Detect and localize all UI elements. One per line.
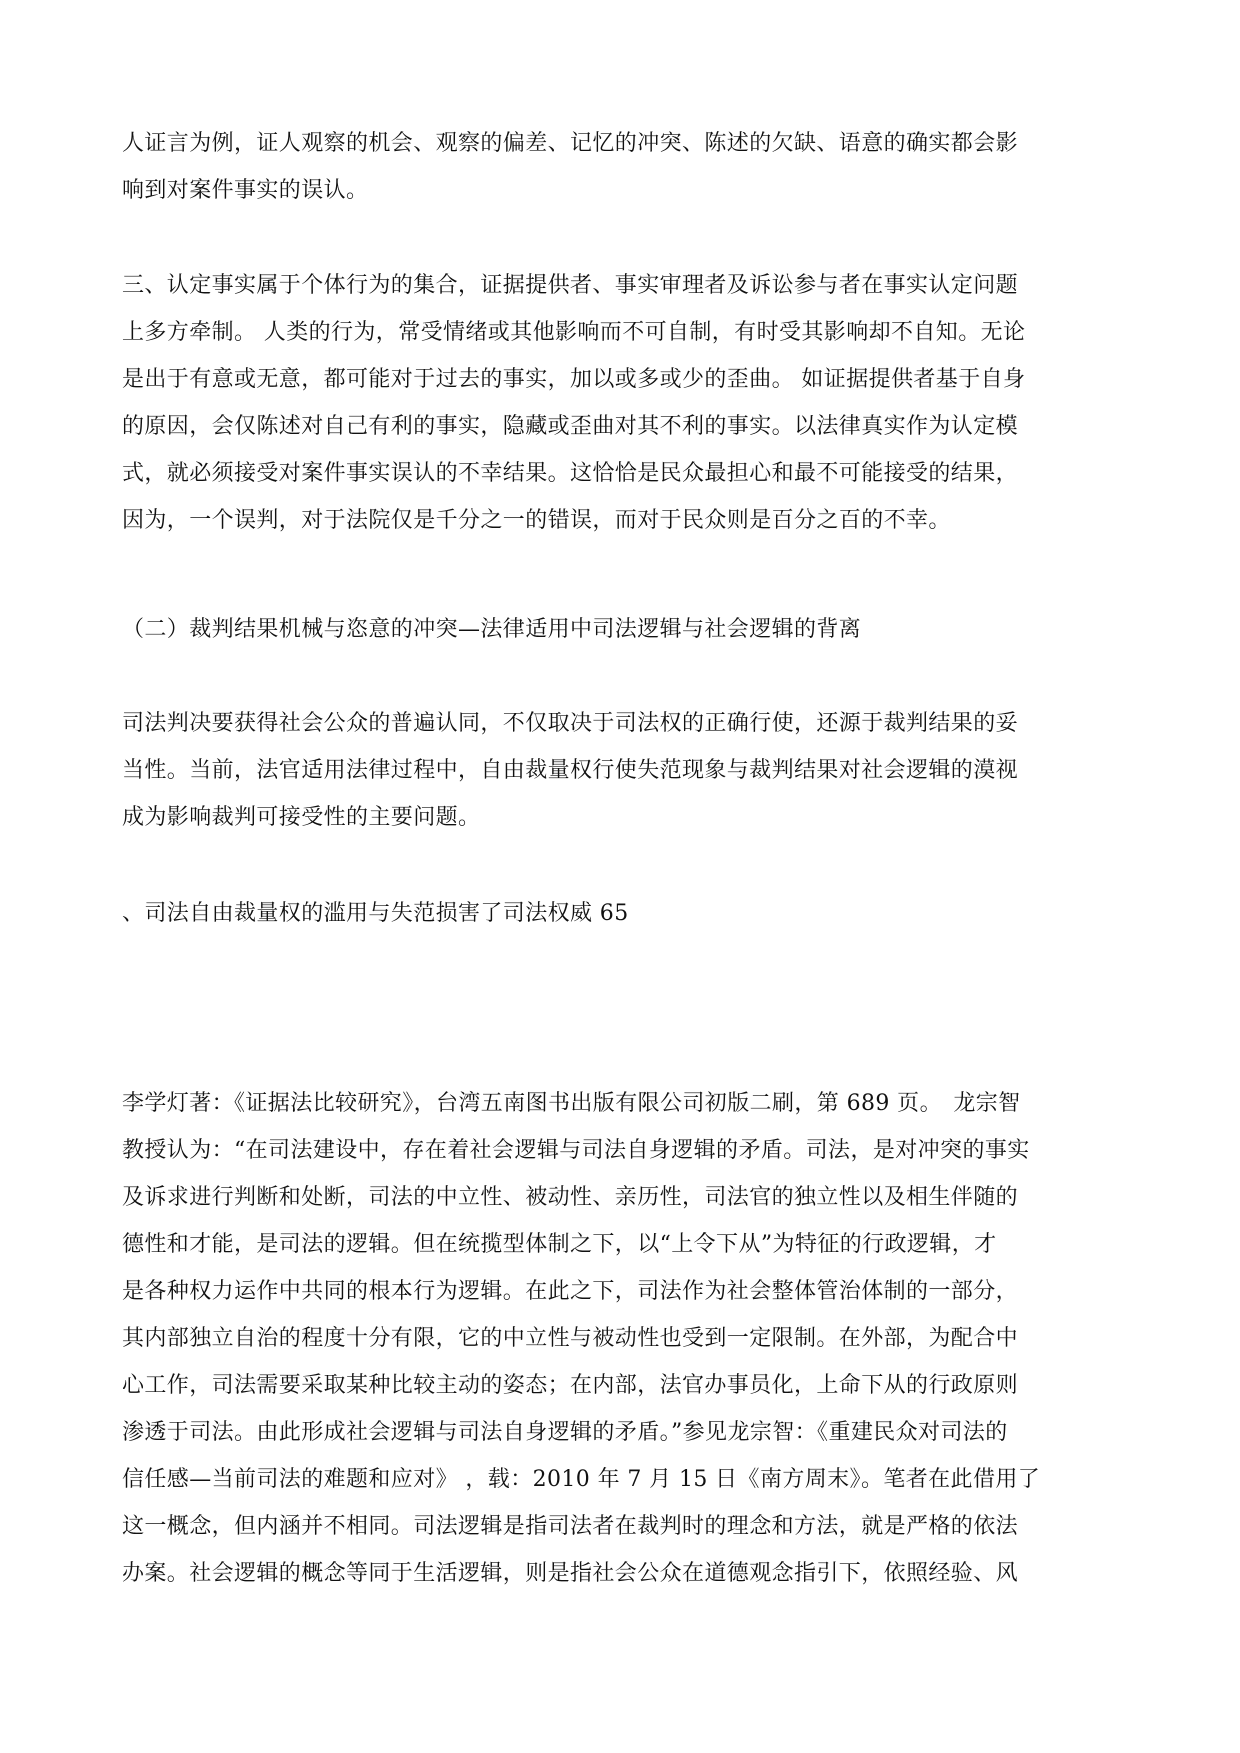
text-line: 三、认定事实属于个体行为的集合，证据提供者、事实审理者及诉讼参与者在事实认定问题 [122, 273, 1019, 298]
footnote-line: 德性和才能，是司法的逻辑。但在统揽型体制之下，以“上令下从”为特征的行政逻辑，才 [122, 1232, 997, 1257]
footnote-line: 是各种权力运作中共同的根本行为逻辑。在此之下，司法作为社会整体管治体制的一部分， [122, 1279, 1019, 1304]
text-line: 人证言为例，证人观察的机会、观察的偏差、记忆的冲突、陈述的欠缺、语意的确实都会影 [122, 131, 1019, 156]
footnote-line: 其内部独立自治的程度十分有限，它的中立性与被动性也受到一定限制。在外部，为配合中 [122, 1326, 1019, 1351]
text-line: 上多方牵制。 人类的行为，常受情绪或其他影响而不可自制，有时受其影响却不自知。无论 [122, 320, 1026, 345]
paragraph-section-three [122, 262, 1122, 544]
paragraph-judicial-decision [122, 700, 1122, 841]
footnote-line: 李学灯著：《证据法比较研究》，台湾五南图书出版有限公司初版二刷，第 689 页。 龙宗智 [122, 1091, 1021, 1116]
text-line: 成为影响裁判可接受性的主要问题。 [122, 805, 481, 830]
subheading [122, 890, 1122, 937]
text-line: 的原因，会仅陈述对自己有利的事实，隐藏或歪曲对其不利的事实。以法律真实作为认定模 [122, 414, 1019, 439]
footnote-line: 信任感—当前司法的难题和应对》 ，载：2010 年 7 月 15 日《南方周末》。笔者在此借用了 [122, 1467, 1041, 1492]
text-line: 式，就必须接受对案件事实误认的不幸结果。这恰恰是民众最担心和最不可能接受的结果， [122, 461, 1019, 486]
footnotes [122, 1080, 1122, 1597]
footnote-line: 及诉求进行判断和处断，司法的中立性、被动性、亲历性，司法官的独立性以及相生伴随的 [122, 1185, 1019, 1210]
heading-line: （二）裁判结果机械与恣意的冲突—法律适用中司法逻辑与社会逻辑的背离 [122, 617, 862, 642]
section-heading [122, 606, 1122, 653]
paragraph-witness-testimony [122, 120, 1122, 214]
footnote-line: 这一概念，但内涵并不相同。司法逻辑是指司法者在裁判时的理念和方法，就是严格的依法 [122, 1514, 1019, 1539]
text-line: 司法判决要获得社会公众的普遍认同，不仅取决于司法权的正确行使，还源于裁判结果的妥 [122, 711, 1019, 736]
footnote-line: 教授认为：“在司法建设中，存在着社会逻辑与司法自身逻辑的矛盾。司法，是对冲突的事实 [122, 1138, 1030, 1163]
text-line: 因为，一个误判，对于法院仅是千分之一的错误，而对于民众则是百分之百的不幸。 [122, 508, 951, 533]
footnote-line: 办案。社会逻辑的概念等同于生活逻辑，则是指社会公众在道德观念指引下，依照经验、风 [122, 1561, 1019, 1586]
footnote-line: 渗透于司法。由此形成社会逻辑与司法自身逻辑的矛盾。”参见龙宗智：《重建民众对司法的 [122, 1420, 1008, 1445]
text-line: 响到对案件事实的误认。 [122, 178, 369, 203]
text-line: 是出于有意或无意，都可能对于过去的事实，加以或多或少的歪曲。 如证据提供者基于自身 [122, 367, 1026, 392]
subheading-line: 、司法自由裁量权的滥用与失范损害了司法权威 65 [122, 901, 629, 926]
text-line: 当性。当前，法官适用法律过程中，自由裁量权行使失范现象与裁判结果对社会逻辑的漠视 [122, 758, 1019, 783]
footnote-line: 心工作，司法需要采取某种比较主动的姿态；在内部，法官办事员化，上命下从的行政原则 [122, 1373, 1019, 1398]
